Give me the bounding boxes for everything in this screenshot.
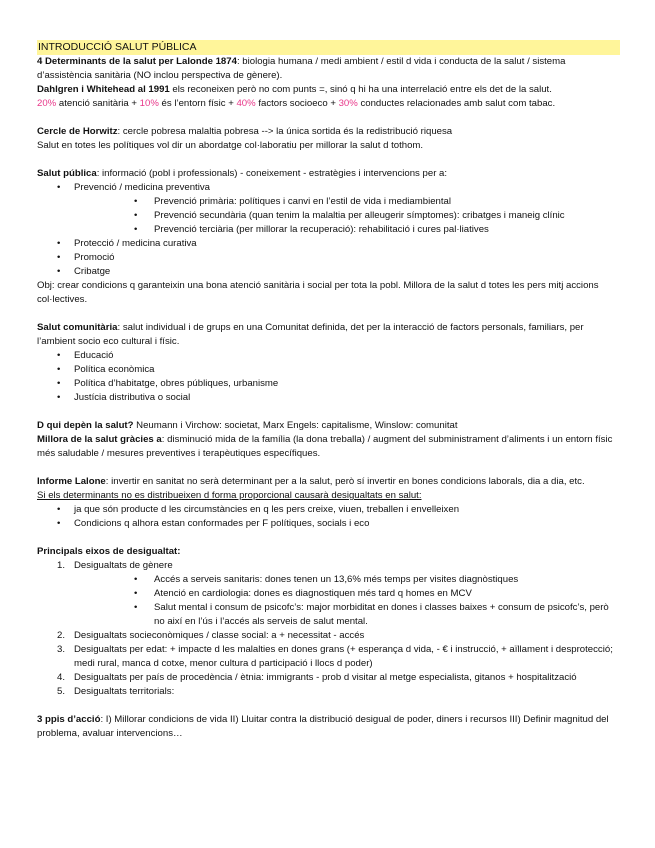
comunitaria-paragraph <box>37 321 620 349</box>
list-item: • Política d’habitatge, obres públiques, urbanisme <box>37 377 620 391</box>
percent-text-3: factors socioeco + <box>255 98 339 109</box>
item-number: 1. <box>57 560 66 571</box>
percent-text-1: atenció sanitària + <box>56 98 140 109</box>
list-item: • Cribatge <box>37 265 620 279</box>
item-number: 4. <box>57 672 66 683</box>
ppis-label: 3 ppis d’acció <box>37 714 101 725</box>
document-page <box>37 40 620 741</box>
numbered-item <box>37 643 620 671</box>
determinants-underline: Si els determinants no es distribueixen d forma proporcional causarà desigualtats en salut: <box>37 490 422 501</box>
item-text: Desigualtats per país de procedència / ètnia: immigrants - prob d visitar al metge especialista, gitanos + hospitalització <box>74 672 577 683</box>
item-number: 5. <box>57 686 66 697</box>
comunitaria-text: : salut individual i de grups en una Comunitat definida, det per la interacció de factors personals, familiars, per l’ambient socio eco cultural i físic. <box>37 322 584 347</box>
numbered-item <box>37 629 620 643</box>
horwitz-paragraph <box>37 125 620 139</box>
depen-text: Neumann i Virchow: societat, Marx Engels: capitalisme, Winslow: comunitat <box>133 420 458 431</box>
eixos-heading <box>37 545 620 559</box>
item-text: Desigualtats territorials: <box>74 686 175 697</box>
salut-publica-list <box>37 181 620 279</box>
depen-paragraph <box>37 419 620 433</box>
list-item: • Protecció / medicina curativa <box>37 237 620 251</box>
salut-publica-paragraph <box>37 167 620 181</box>
item-text: Desigualtats de gènere <box>74 560 173 571</box>
percent-sanitaria: 20% <box>37 98 57 109</box>
lalone-list <box>37 503 620 531</box>
eixos-label: Principals eixos de desigualtat: <box>37 546 181 557</box>
lalone-text: : invertir en sanitat no serà determinant per a la salut, però sí invertir en bones condicions laborals, dia a dia, etc. <box>105 476 585 487</box>
eixos-list <box>37 559 620 699</box>
numbered-item <box>37 685 620 699</box>
percent-socioeco: 40% <box>236 98 256 109</box>
millora-paragraph <box>37 433 620 461</box>
dahlgren-text: els reconeixen però no com punts =, sinó q hi ha una interrelació entre els det de la salut. <box>169 84 552 95</box>
page-title: INTRODUCCIÓ SALUT PÚBLICA <box>37 40 620 55</box>
percent-entorn: 10% <box>139 98 159 109</box>
dahlgren-percentages <box>37 97 620 111</box>
numbered-item <box>37 671 620 685</box>
lalonde-paragraph <box>37 55 620 83</box>
list-item: • Atenció en cardiologia: dones es diagnostiquen més tard q homes en MCV <box>37 587 620 601</box>
list-item: • Prevenció secundària (quan tenim la malaltia per alleugerir símptomes): cribatges i maneig clínic <box>37 209 620 223</box>
dahlgren-label: Dahlgren i Whitehead al 1991 <box>37 84 170 95</box>
list-item: • Justícia distributiva o social <box>37 391 620 405</box>
list-item: • Prevenció terciària (per millorar la recuperació): rehabilitació i cures pal·liatives <box>37 223 620 237</box>
percent-text-4: conductes relacionades amb salut com tabac. <box>357 98 556 109</box>
list-item: • Prevenció / medicina preventiva <box>37 181 620 195</box>
millora-text: : disminució mida de la família (la dona treballa) / augment del subministrament d’aliments i un entorn físic més saludable / mesures preventives i terapèutiques específiques. <box>37 434 613 459</box>
salut-publica-label: Salut pública <box>37 168 97 179</box>
lalone-label: Informe Lalone <box>37 476 106 487</box>
ppis-paragraph <box>37 713 620 741</box>
horwitz-text: : cercle pobresa malaltia pobresa --> la única sortida és la redistribució riquesa <box>117 126 453 137</box>
depen-label: D qui depèn la salut? <box>37 420 134 431</box>
item-number: 2. <box>57 630 66 641</box>
lalonde-text: : biologia humana / medi ambient / estil d vida i conducta de la salut / sistema d’assistència sanitària (NO inclou perspectiva de gènere). <box>37 56 566 81</box>
numbered-item <box>37 559 620 573</box>
item-number: 3. <box>57 644 66 655</box>
list-item: • Salut mental i consum de psicofc’s: major morbiditat en dones i classes baixes + consum de psicofc’s, però no així en l’ús i l’accés als serveis de salut mental. <box>37 601 620 629</box>
salut-publica-text: : informació (pobl i professionals) - coneixement - estratègies i intervencions per a: <box>96 168 448 179</box>
item-text: Desigualtats socieconòmiques / classe social: a + necessitat - accés <box>74 630 365 641</box>
percent-conductes: 30% <box>338 98 358 109</box>
objectiu-paragraph: Obj: crear condicions q garanteixin una bona atenció sanitària i social per tota la pobl. Millora de la salut d totes les pers mitj accions col·lectives. <box>37 280 599 305</box>
list-item: • Prevenció primària: polítiques i canvi en l’estil de vida i mediambiental <box>37 195 620 209</box>
lalone-paragraph <box>37 475 620 489</box>
list-item: • Condicions q alhora estan conformades per F polítiques, socials i eco <box>37 517 620 531</box>
list-item: • Política econòmica <box>37 363 620 377</box>
percent-text-2: és l’entorn físic + <box>158 98 237 109</box>
comunitaria-label: Salut comunitària <box>37 322 118 333</box>
list-item: • Promoció <box>37 251 620 265</box>
horwitz-label: Cercle de Horwitz <box>37 126 118 137</box>
lalonde-label: 4 Determinants de la salut per Lalonde 1874 <box>37 56 237 67</box>
ppis-text: : I) Millorar condicions de vida II) Lluitar contra la distribució desigual de poder, diners i recursos III) Definir magnitud del problema, avaluar intervencions… <box>37 714 609 739</box>
comunitaria-list <box>37 349 620 405</box>
list-item: • Accés a serveis sanitaris: dones tenen un 13,6% més temps per visites diagnòstiques <box>37 573 620 587</box>
item-text: Desigualtats per edat: + impacte d les malalties en dones grans (+ esperança d vida, - € i instrucció, + aïllament i desprotecció; medi rural, manca d cotxe, menor cultura d participació i llocs d poder) <box>74 644 613 669</box>
horwitz-line2: Salut en totes les polítiques vol dir un abordatge col·laboratiu per millorar la salut d tothom. <box>37 140 424 151</box>
list-item: • ja que són producte d les circumstàncies en q les pers creixe, viuen, treballen i envelleixen <box>37 503 620 517</box>
millora-label: Millora de la salut gràcies a <box>37 434 162 445</box>
list-item: • Educació <box>37 349 620 363</box>
dahlgren-paragraph <box>37 83 620 97</box>
